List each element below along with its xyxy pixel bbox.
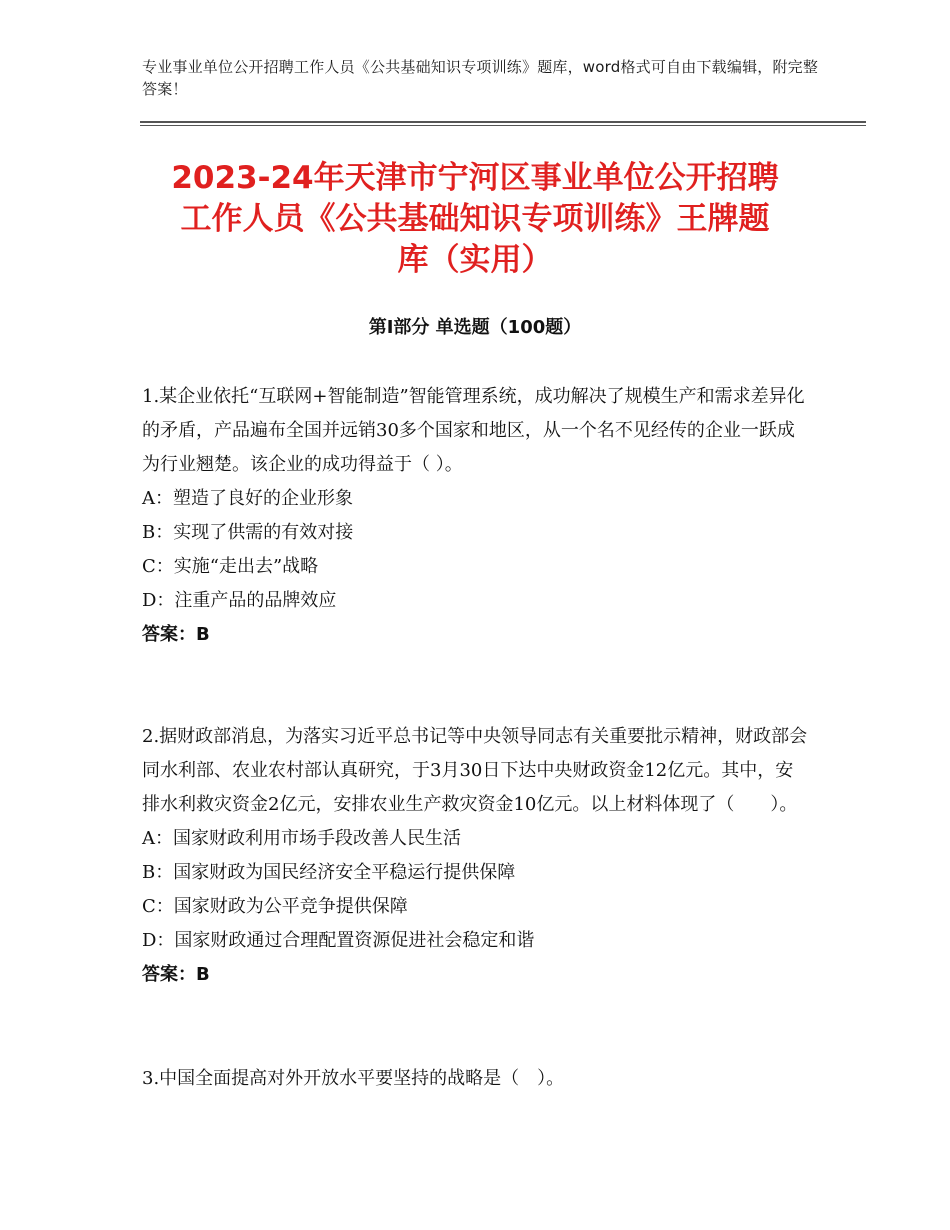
document-title (100, 158, 850, 281)
option-c: C：实施“走出去”战略 (142, 556, 319, 577)
header-note: 专业事业单位公开招聘工作人员《公共基础知识专项训练》题库，word格式可自由下载编辑，附完整答案！ (142, 58, 819, 98)
title-line: 工作人员《公共基础知识专项训练》王牌题 (180, 201, 770, 237)
title-line: 库（实用） (397, 242, 553, 278)
question-stem: 2.据财政部消息，为落实习近平总书记等中央领导同志有关重要批示精神，财政部会同水利部、农业农村部认真研究，于3月30日下达中央财政资金12亿元。其中，安排水利救灾资金2亿元，安排农业生产救灾资金10亿元。以上材料体现了（ ）。 (142, 726, 808, 815)
question-stem: 3.中国全面提高对外开放水平要坚持的战略是（ ）。 (142, 1068, 565, 1089)
header-divider-thick (140, 121, 866, 123)
header-divider-thin (140, 125, 866, 126)
option-b: B：国家财政为国民经济安全平稳运行提供保障 (142, 862, 516, 883)
question-1 (142, 380, 808, 652)
option-a: A：塑造了良好的企业形象 (142, 488, 353, 509)
title-line: 2023-24年天津市宁河区事业单位公开招聘 (171, 160, 779, 196)
answer: 答案：B (142, 964, 210, 985)
question-3 (142, 1062, 808, 1096)
option-b: B：实现了供需的有效对接 (142, 522, 354, 543)
option-a: A：国家财政利用市场手段改善人民生活 (142, 828, 461, 849)
section-title: 第Ⅰ部分 单选题（100题） (368, 317, 582, 338)
question-2 (142, 720, 808, 992)
answer: 答案：B (142, 624, 210, 645)
question-stem: 1.某企业依托“互联网+智能制造”智能管理系统，成功解决了规模生产和需求差异化的矛盾，产品遍布全国并远销30多个国家和地区，从一个名不见经传的企业一跃成为行业翘楚。该企业的成功得益于（ ）。 (142, 386, 805, 475)
option-d: D：国家财政通过合理配置资源促进社会稳定和谐 (142, 930, 535, 951)
option-c: C：国家财政为公平竞争提供保障 (142, 896, 408, 917)
option-d: D：注重产品的品牌效应 (142, 590, 337, 611)
